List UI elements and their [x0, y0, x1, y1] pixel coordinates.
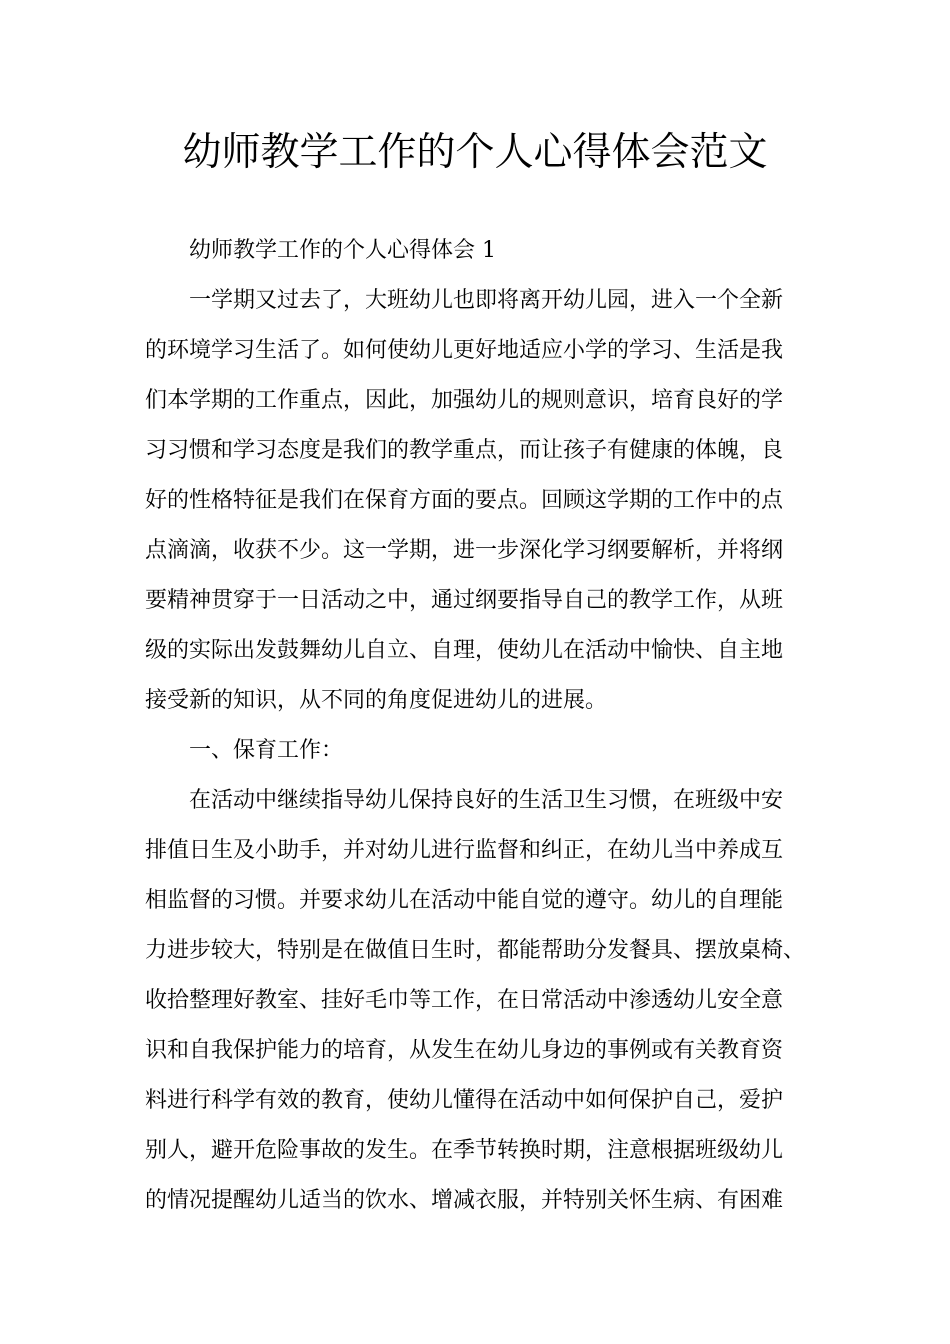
paragraph-line: 习习惯和学习态度是我们的教学重点，而让孩子有健康的体魄，良 [145, 438, 784, 463]
paragraph-line: 一学期又过去了，大班幼儿也即将离开幼儿园，进入一个全新 [189, 288, 784, 313]
paragraph-line: 排值日生及小助手，并对幼儿进行监督和纠正，在幼儿当中养成互 [145, 838, 784, 863]
paragraph-line: 识和自我保护能力的培育，从发生在幼儿身边的事例或有关教育资 [145, 1038, 784, 1063]
paragraph-line: 的情况提醒幼儿适当的饮水、增减衣服，并特别关怀生病、有困难 [145, 1188, 784, 1213]
paragraph-line: 在活动中继续指导幼儿保持良好的生活卫生习惯，在班级中安 [189, 788, 784, 813]
paragraph-line: 的环境学习生活了。如何使幼儿更好地适应小学的学习、生活是我 [145, 338, 784, 363]
document-title: 幼师教学工作的个人心得体会范文 [182, 130, 768, 175]
paragraph-line: 好的性格特征是我们在保育方面的要点。回顾这学期的工作中的点 [145, 488, 784, 513]
paragraph-line: 力进步较大，特别是在做值日生时，都能帮助分发餐具、摆放桌椅、 [145, 938, 806, 963]
paragraph-line: 相监督的习惯。并要求幼儿在活动中能自觉的遵守。幼儿的自理能 [145, 888, 784, 913]
section-heading: 一、保育工作： [189, 738, 344, 763]
paragraph-line: 要精神贯穿于一日活动之中，通过纲要指导自己的教学工作，从班 [145, 588, 784, 613]
paragraph-line: 料进行科学有效的教育，使幼儿懂得在活动中如何保护自己，爱护 [145, 1088, 784, 1113]
paragraph-line: 们本学期的工作重点，因此，加强幼儿的规则意识，培育良好的学 [145, 388, 784, 413]
paragraph-line: 接受新的知识，从不同的角度促进幼儿的进展。 [145, 688, 608, 713]
paragraph-line: 点滴滴，收获不少。这一学期，进一步深化学习纲要解析，并将纲 [145, 538, 784, 563]
paragraph-line: 收拾整理好教室、挂好毛巾等工作，在日常活动中渗透幼儿安全意 [145, 988, 784, 1013]
paragraph-line: 级的实际出发鼓舞幼儿自立、自理，使幼儿在活动中愉快、自主地 [145, 638, 784, 663]
paragraph-line: 别人，避开危险事故的发生。在季节转换时期，注意根据班级幼儿 [145, 1138, 784, 1163]
section-heading: 幼师教学工作的个人心得体会 1 [189, 238, 496, 263]
